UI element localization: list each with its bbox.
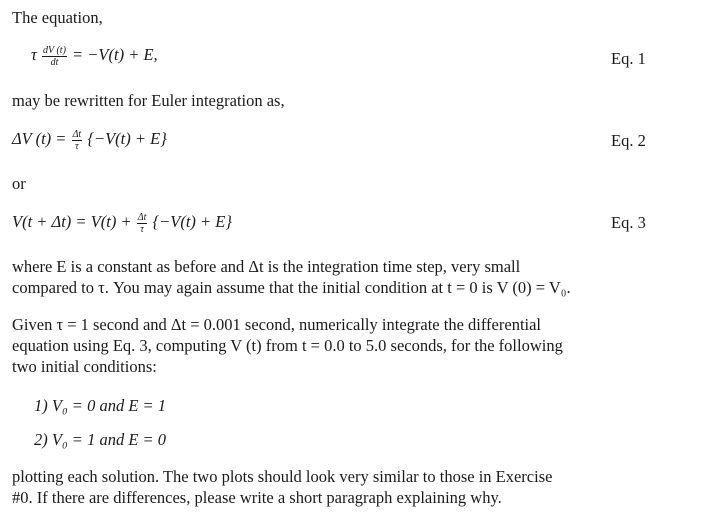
paragraph-3 bbox=[12, 466, 682, 508]
eq1-fraction bbox=[42, 45, 67, 68]
equation-2 bbox=[12, 128, 167, 152]
condition-1: 1) V₀ = 0 and E = 1 bbox=[34, 396, 167, 415]
eq3-denominator: τ bbox=[140, 223, 144, 235]
paragraph-3-line-2: #0. If there are differences, please write a short paragraph explaining why. bbox=[12, 488, 502, 507]
paragraph-2-line-1: Given τ = 1 second and Δt = 0.001 second, numerically integrate the differential bbox=[12, 315, 542, 334]
eq3-lhs: V(t + Δt) = V(t) + bbox=[12, 212, 132, 231]
paragraph-2 bbox=[12, 314, 682, 377]
eq3-numerator: Δt bbox=[137, 211, 147, 223]
eq1-tau: τ bbox=[31, 45, 37, 64]
or-text: or bbox=[12, 174, 26, 193]
eq2-fraction bbox=[72, 129, 83, 152]
eq2-denominator: τ bbox=[75, 140, 79, 152]
eq2-lhs: ΔV (t) = bbox=[12, 129, 67, 148]
eq2-rhs: {−V(t) + E} bbox=[87, 129, 167, 148]
eq2-label: Eq. 2 bbox=[611, 131, 646, 150]
paragraph-1-line-1: where E is a constant as before and Δt is the integration time step, very small bbox=[12, 257, 521, 276]
equation-3 bbox=[12, 211, 232, 235]
paragraph-2-line-2: equation using Eq. 3, computing V (t) from t = 0.0 to 5.0 seconds, for the following bbox=[12, 336, 563, 355]
eq2-numerator: Δt bbox=[72, 128, 82, 140]
paragraph-1 bbox=[12, 256, 682, 298]
eq3-fraction bbox=[137, 212, 148, 235]
eq1-denominator: dt bbox=[50, 56, 59, 68]
eq3-label: Eq. 3 bbox=[611, 213, 646, 232]
intro-text: The equation, bbox=[12, 8, 103, 27]
eq1-rhs: = −V(t) + E, bbox=[72, 45, 158, 64]
condition-2: 2) V₀ = 1 and E = 0 bbox=[34, 430, 167, 449]
eq3-rhs: {−V(t) + E} bbox=[152, 212, 232, 231]
eq1-label: Eq. 1 bbox=[611, 49, 646, 68]
paragraph-2-line-3: two initial conditions: bbox=[12, 357, 157, 376]
rewrite-text: may be rewritten for Euler integration as, bbox=[12, 91, 285, 110]
paragraph-3-line-1: plotting each solution. The two plots should look very similar to those in Exercise bbox=[12, 467, 553, 486]
paragraph-1-line-2: compared to τ. You may again assume that the initial condition at t = 0 is V (0) = V₀. bbox=[12, 278, 571, 297]
eq1-numerator: dV (t) bbox=[43, 44, 66, 56]
equation-1 bbox=[31, 44, 158, 68]
